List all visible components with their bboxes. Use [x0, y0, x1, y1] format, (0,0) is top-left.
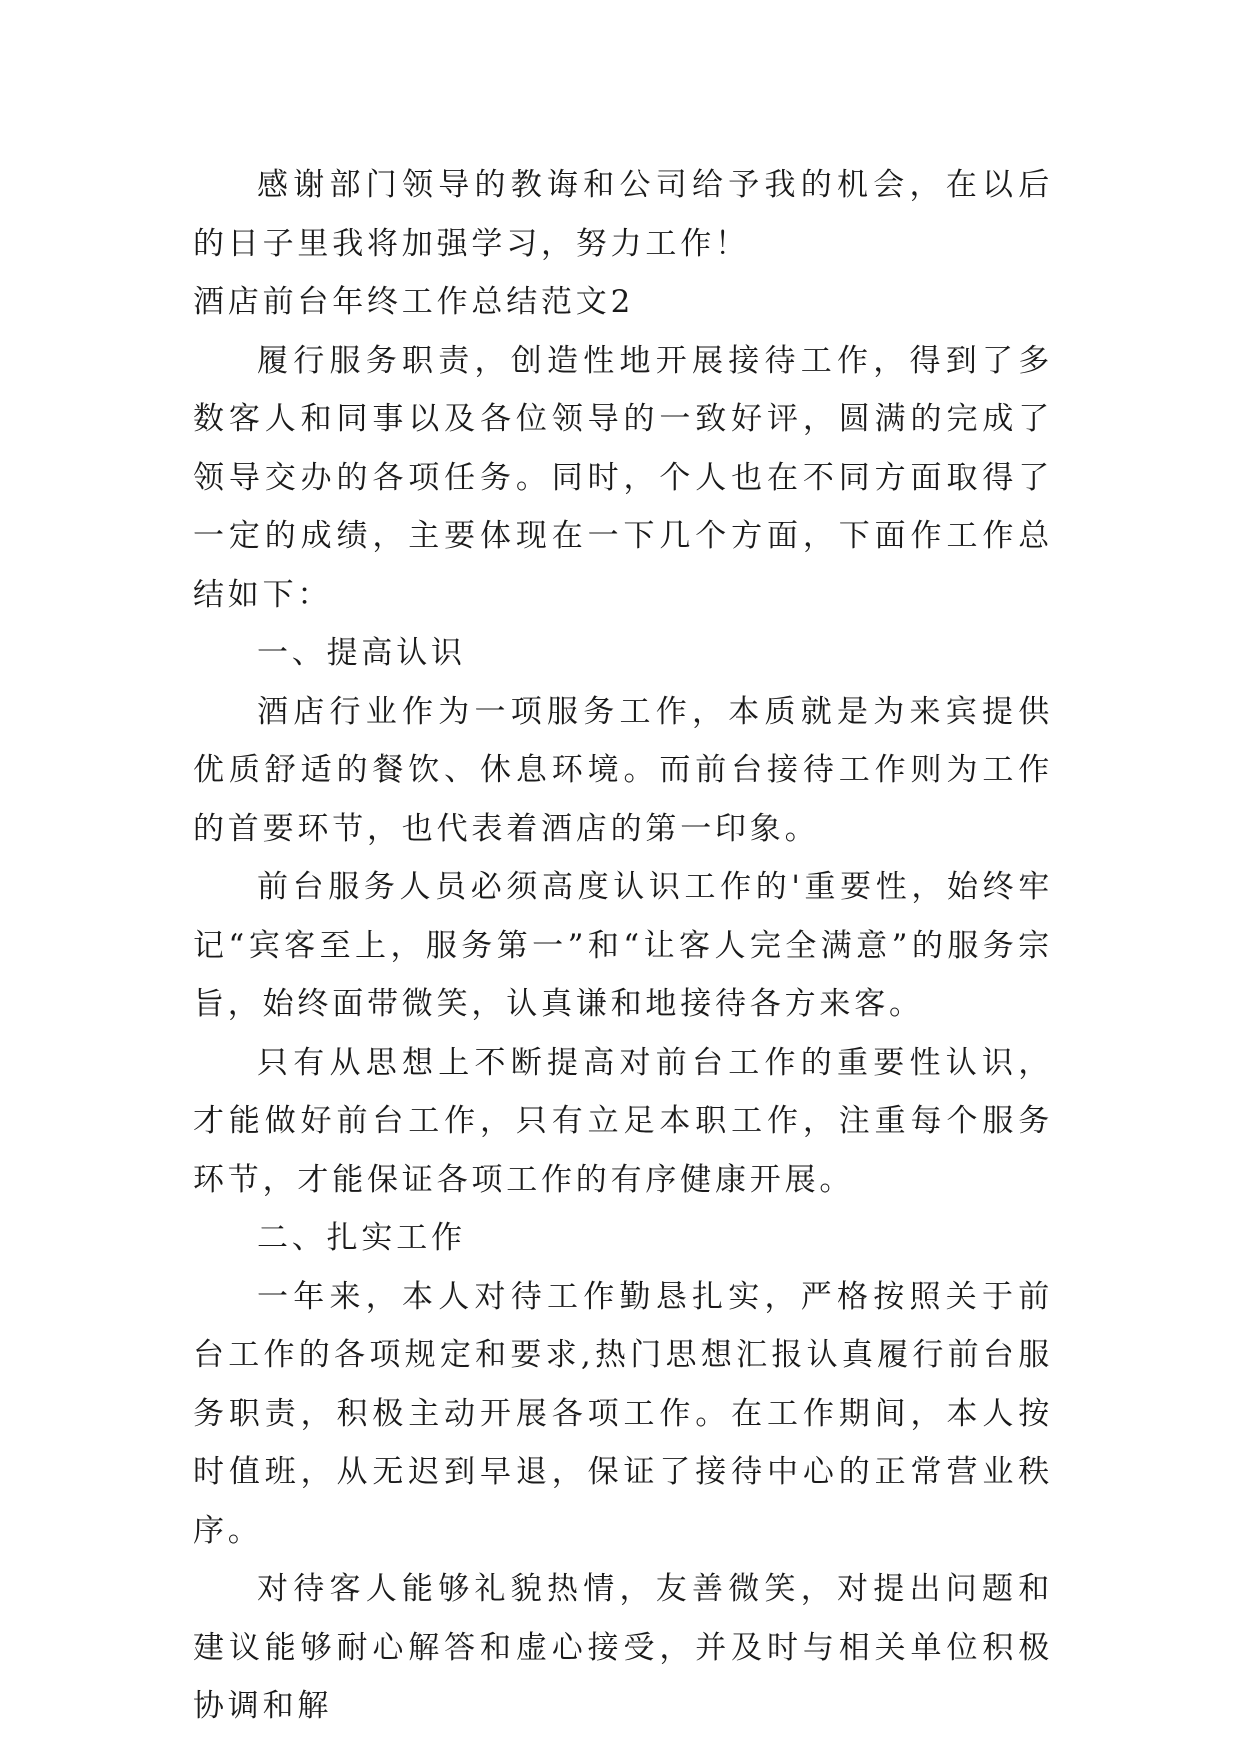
document-body	[193, 156, 1053, 1736]
section-heading-1: 一、提高认识	[257, 635, 466, 671]
body-paragraph: 前台服务人员必须高度认识工作的'重要性，始终牢记“宾客至上，服务第一”和“让客人完全满意”的服务宗旨，始终面带微笑，认真谦和地接待各方来客。	[193, 869, 1053, 1022]
closing-paragraph: 感谢部门领导的教诲和公司给予我的机会，在以后的日子里我将加强学习，努力工作！	[193, 167, 1053, 262]
section-title: 酒店前台年终工作总结范文2	[193, 284, 635, 320]
body-paragraph: 对待客人能够礼貌热情，友善微笑，对提出问题和建议能够耐心解答和虚心接受，并及时与相关单位积极协调和解	[193, 1571, 1053, 1724]
intro-paragraph: 履行服务职责，创造性地开展接待工作，得到了多数客人和同事以及各位领导的一致好评，圆满的完成了领导交办的各项任务。同时，个人也在不同方面取得了一定的成绩，主要体现在一下几个方面，下面作工作总结如下：	[193, 342, 1053, 613]
body-paragraph: 酒店行业作为一项服务工作，本质就是为来宾提供优质舒适的餐饮、休息环境。而前台接待工作则为工作的首要环节，也代表着酒店的第一印象。	[193, 693, 1053, 847]
section-heading-2: 二、扎实工作	[257, 1220, 466, 1256]
body-paragraph: 只有从思想上不断提高对前台工作的重要性认识，才能做好前台工作，只有立足本职工作，注重每个服务环节，才能保证各项工作的有序健康开展。	[193, 1044, 1053, 1198]
body-paragraph: 一年来，本人对待工作勤恳扎实，严格按照关于前台工作的各项规定和要求,热门思想汇报认真履行前台服务职责，积极主动开展各项工作。在工作期间，本人按时值班，从无迟到早退，保证了接待中心的正常营业秩序。	[193, 1278, 1053, 1549]
